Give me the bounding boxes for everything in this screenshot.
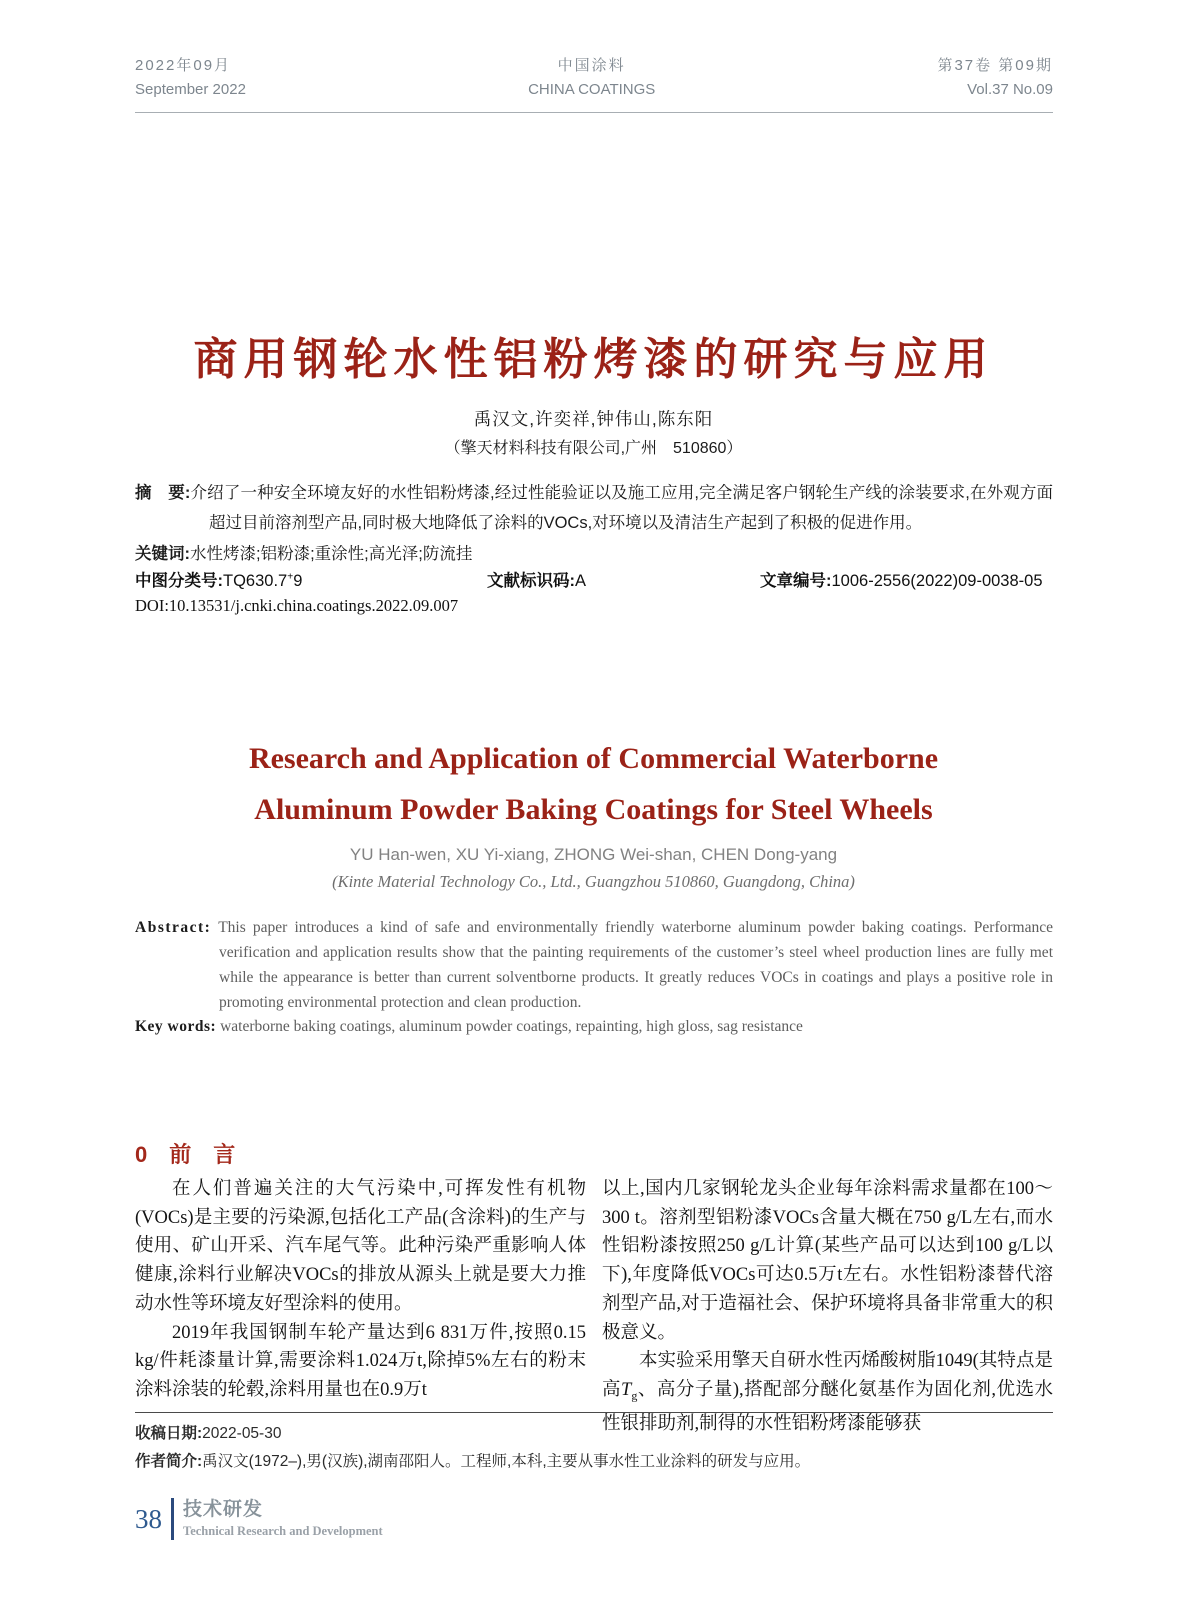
body-column-right [602, 1175, 1053, 1439]
issue-date [135, 54, 246, 102]
abstract-en-text: This paper introduces a kind of safe and environmentally friendly waterborne aluminum powder baking coatings. Performance verification and application results show that the painting requirements of the customer’s steel wheel production lines are fully met while the appearance is better than current solventborne products. It greatly reduces VOCs in coatings and plays a positive role in promoting environmental protection and clean production. [218, 919, 1053, 1011]
abstract-en [135, 915, 1053, 1015]
body-column-left [135, 1175, 586, 1439]
article-id-value: 1006-2556(2022)09-0038-05 [831, 572, 1043, 590]
column-section-zh: 技术研发 [183, 1499, 264, 1521]
journal-running-head [135, 54, 1053, 113]
affiliation-zh: （擎天材料科技有限公司,广州 510860） [444, 440, 743, 457]
column-section-en: Technical Research and Development [183, 1523, 383, 1538]
article-title-en-line2: Aluminum Powder Baking Coatings for Steel Wheels [254, 793, 933, 826]
article-id [760, 567, 1053, 591]
article-id-label: 文章编号: [760, 572, 832, 590]
affiliation-en: (Kinte Material Technology Co., Ltd., Guangzhou 510860, Guangdong, China) [332, 872, 855, 891]
footnote-block [135, 1412, 1053, 1476]
article-title-en [0, 733, 1187, 835]
clc-value: TQ630.7 [223, 572, 288, 590]
paragraph-text: 本实验采用擎天自研水性丙烯酸树脂1049(其特点是高 [602, 1351, 1053, 1400]
tg-variable: T [621, 1379, 632, 1400]
article-title-zh: 商用钢轮水性铝粉烤漆的研究与应用 [193, 335, 994, 384]
keywords-en-text: waterborne baking coatings, aluminum powder coatings, repainting, high gloss, sag resistance [220, 1018, 803, 1035]
keywords-en-label: Key words: [135, 1018, 217, 1035]
paragraph: 在人们普遍关注的大气污染中,可挥发性有机物(VOCs)是主要的污染源,包括化工产品(含涂料)的生产与使用、矿山开采、汽车尾气等。此种污染严重影响人体健康,涂料行业解决VOCs的排放从源头上就是要大力推动水性等环境友好型涂料的使用。 [135, 1179, 586, 1314]
keywords-zh-text: 水性烤漆;铝粉漆;重涂性;高光泽;防流挂 [190, 545, 473, 563]
keywords-en [135, 1018, 1053, 1036]
abstract-en-label: Abstract: [135, 919, 212, 936]
journal-name-en: CHINA COATINGS [528, 81, 656, 98]
clc-sup: + [287, 571, 294, 583]
volume-issue [937, 54, 1053, 102]
page-number: 38 [135, 1503, 162, 1534]
body-columns [135, 1175, 1053, 1439]
column-section-name [183, 1499, 383, 1539]
abstract-zh-text: 介绍了一种安全环境友好的水性铝粉烤漆,经过性能验证以及施工应用,完全满足客户钢轮生产线的涂装要求,在外观方面超过目前溶剂型产品,同时极大地降低了涂料的VOCs,对环境以及清洁生产起到了积极的促进作用。 [190, 484, 1053, 532]
clc-number [135, 567, 487, 591]
authors-zh: 禹汉文,许奕祥,钟伟山,陈东阳 [473, 409, 714, 429]
journal-name [528, 54, 655, 102]
classification-row [135, 567, 1053, 591]
author-bio-label: 作者简介: [135, 1453, 203, 1470]
clc-label: 中图分类号: [135, 572, 223, 590]
tg-subscript: g [631, 1388, 638, 1403]
article-title-en-line1: Research and Application of Commercial Waterborne [248, 742, 939, 775]
volume-issue-zh: 第37卷 第09期 [937, 57, 1053, 74]
received-date-value: 2022-05-30 [202, 1425, 282, 1442]
keywords-zh-label: 关键词: [135, 545, 190, 563]
received-date-label: 收稿日期: [135, 1425, 203, 1442]
received-date [135, 1420, 1053, 1448]
author-bio [135, 1448, 1053, 1476]
abstract-zh-label: 摘 要: [135, 484, 191, 502]
paragraph-text: 、高分子量),搭配部分醚化氨基作为固化剂,优选水性银排助剂,制得的水性铝粉烤漆能够获 [602, 1379, 1053, 1435]
document-code-value: A [575, 572, 587, 590]
journal-name-zh: 中国涂料 [557, 57, 626, 74]
issue-date-en: September 2022 [135, 81, 246, 98]
author-bio-text: 禹汉文(1972–),男(汉族),湖南邵阳人。工程师,本科,主要从事水性工业涂料的研发与应用。 [202, 1453, 811, 1470]
paragraph: 2019年我国钢制车轮产量达到6 831万件,按照0.15 kg/件耗漆量计算,需要涂料1.024万t,除掉5%左右的粉末涂料涂装的轮毂,涂料用量也在0.9万t [135, 1322, 586, 1400]
page-footer [135, 1498, 383, 1540]
keywords-zh [135, 540, 1053, 564]
clc-tail: 9 [293, 572, 303, 590]
section-heading-0: 0 前 言 [135, 1142, 236, 1167]
doi: DOI:10.13531/j.cnki.china.coatings.2022.09.007 [135, 596, 459, 615]
document-code-label: 文献标识码: [487, 572, 575, 590]
issue-date-zh: 2022年09月 [135, 57, 232, 74]
authors-en: YU Han-wen, XU Yi-xiang, ZHONG Wei-shan, CHEN Dong-yang [349, 845, 838, 864]
paragraph: 以上,国内几家钢轮龙头企业每年涂料需求量都在100～300 t。溶剂型铝粉漆VOCs含量大概在750 g/L左右,而水性铝粉漆按照250 g/L计算(某些产品可以达到100 g/L以下),年度降低VOCs可达0.5万t左右。水性铝粉漆替代溶剂型产品,对于造福社会、保护环境将具备非常重大的积极意义。 [602, 1179, 1053, 1343]
document-code [487, 567, 760, 591]
footer-divider-bar [171, 1498, 174, 1540]
volume-issue-en: Vol.37 No.09 [967, 81, 1053, 98]
abstract-zh [135, 478, 1053, 538]
